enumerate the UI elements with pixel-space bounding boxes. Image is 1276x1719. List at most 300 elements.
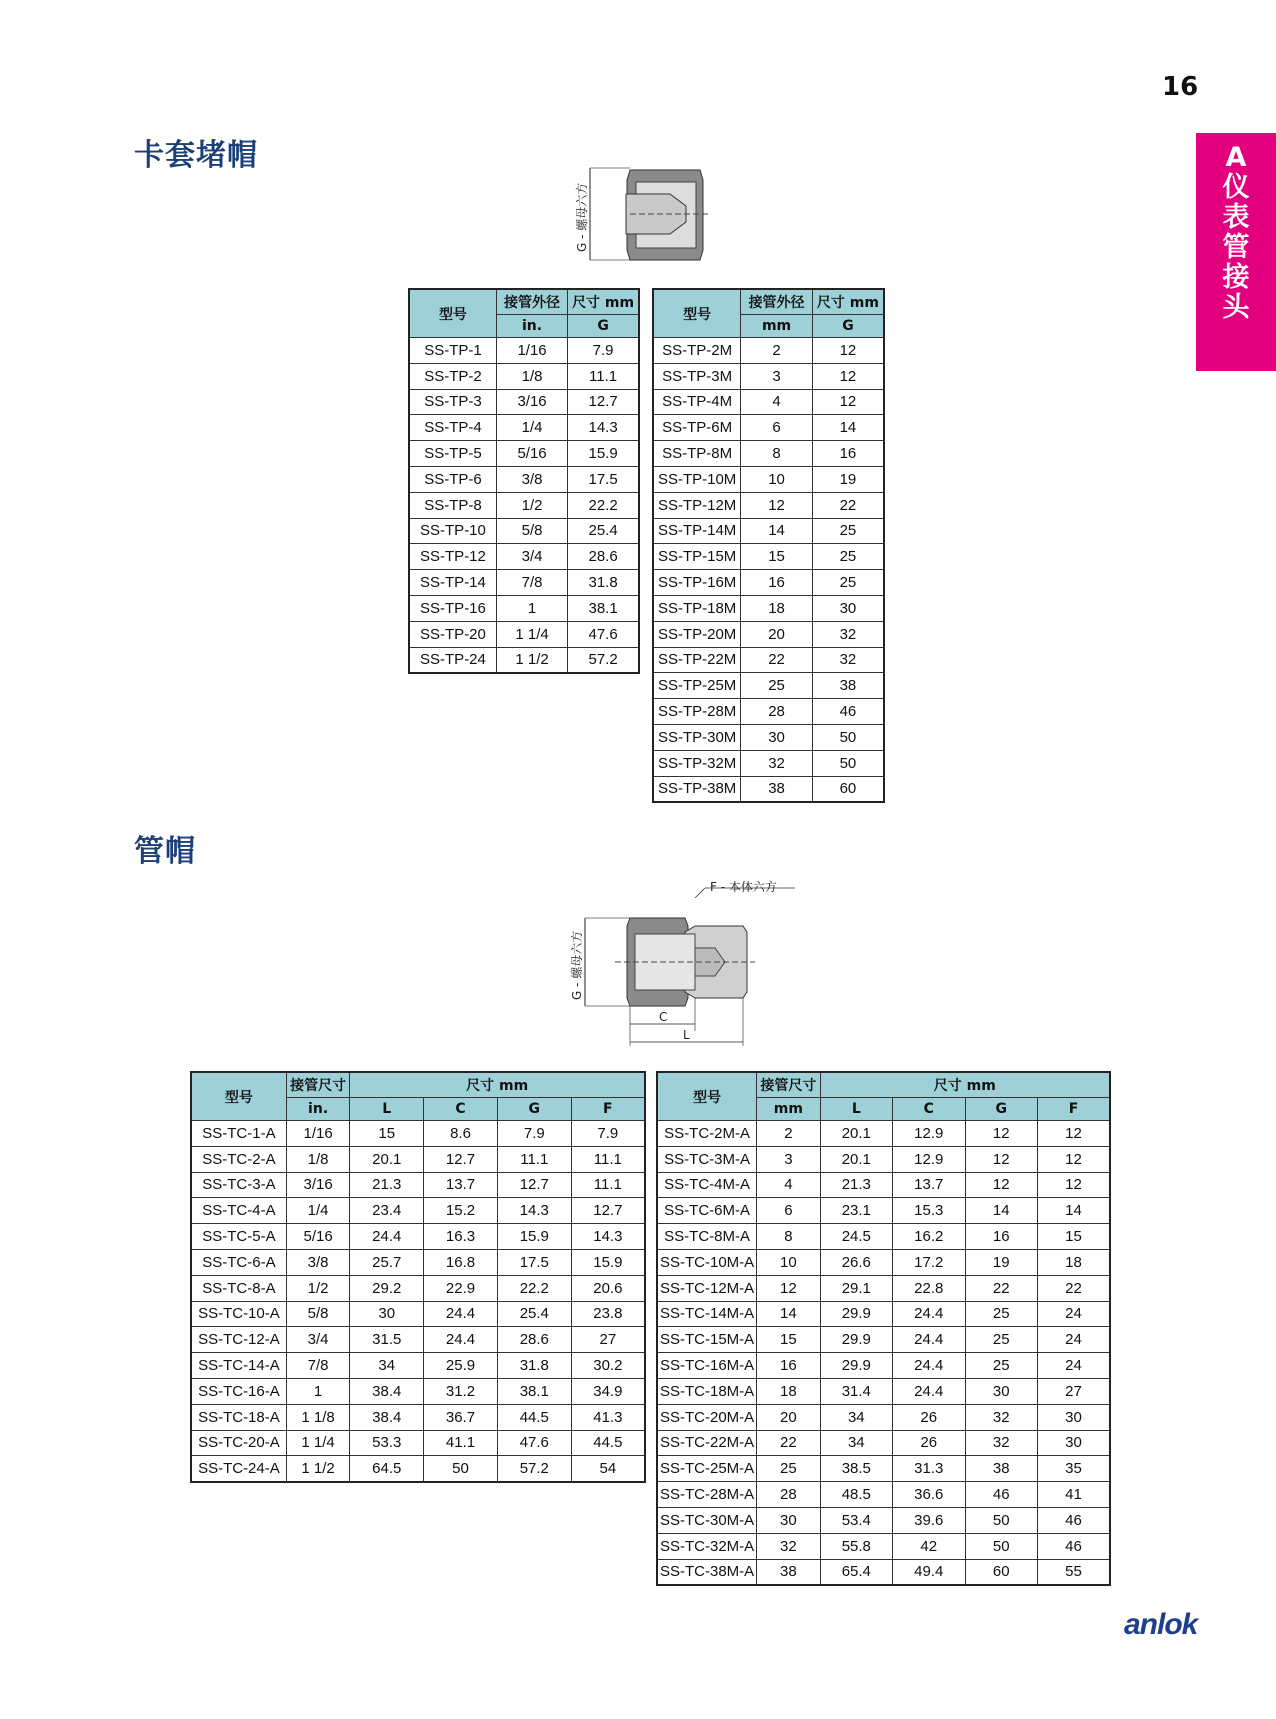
model-cell: SS-TC-4M-A (657, 1172, 757, 1198)
model-cell: SS-TC-12-A (191, 1327, 286, 1353)
value-cell: 18 (1037, 1249, 1110, 1275)
value-cell: 50 (812, 750, 884, 776)
value-cell: 5/16 (286, 1224, 350, 1250)
value-cell: 46 (1037, 1507, 1110, 1533)
tube-plug-inch-table (408, 288, 640, 674)
model-cell: SS-TP-6 (409, 466, 496, 492)
table-row (191, 1327, 645, 1353)
table-row (653, 363, 884, 389)
value-cell: 1 1/8 (286, 1404, 350, 1430)
value-cell: 28 (741, 699, 813, 725)
table-row (653, 466, 884, 492)
value-cell: 31.2 (424, 1378, 498, 1404)
value-cell: 1 1/4 (496, 621, 567, 647)
value-cell: 14 (757, 1301, 820, 1327)
model-cell: SS-TC-1-A (191, 1121, 286, 1147)
table-row (657, 1507, 1110, 1533)
value-cell: 49.4 (893, 1559, 965, 1585)
value-cell: 22.2 (568, 492, 639, 518)
value-cell: 42 (893, 1533, 965, 1559)
value-cell: 15 (350, 1121, 424, 1147)
side-tab-char: 接 (1222, 262, 1250, 293)
value-cell: 3/8 (496, 466, 567, 492)
model-cell: SS-TP-3M (653, 363, 741, 389)
model-cell: SS-TP-15M (653, 544, 741, 570)
value-cell: 1 1/2 (286, 1456, 350, 1482)
table-row (409, 595, 639, 621)
value-cell: 17.2 (893, 1249, 965, 1275)
value-cell: 31.4 (820, 1378, 892, 1404)
value-cell: 4 (741, 389, 813, 415)
model-cell: SS-TC-10M-A (657, 1249, 757, 1275)
header-model: 型号 (657, 1072, 757, 1121)
table-row (409, 389, 639, 415)
table-row (191, 1301, 645, 1327)
model-cell: SS-TC-2M-A (657, 1121, 757, 1147)
model-cell: SS-TC-5-A (191, 1224, 286, 1250)
value-cell: 16.3 (424, 1224, 498, 1250)
table-row (191, 1353, 645, 1379)
table-row (409, 441, 639, 467)
table-row (653, 570, 884, 596)
value-cell: 28.6 (497, 1327, 571, 1353)
value-cell: 12 (812, 389, 884, 415)
table-row (191, 1378, 645, 1404)
value-cell: 22 (741, 647, 813, 673)
value-cell: 20 (757, 1404, 820, 1430)
value-cell: 25 (741, 673, 813, 699)
value-cell: 12 (1037, 1121, 1110, 1147)
value-cell: 44.5 (571, 1430, 645, 1456)
value-cell: 11.1 (568, 363, 639, 389)
model-cell: SS-TC-38M-A (657, 1559, 757, 1585)
model-cell: SS-TC-6M-A (657, 1198, 757, 1224)
value-cell: 11.1 (571, 1172, 645, 1198)
value-cell: 3 (757, 1146, 820, 1172)
value-cell: 1/4 (496, 415, 567, 441)
value-cell: 30 (812, 595, 884, 621)
value-cell: 12.9 (893, 1121, 965, 1147)
header-od: 接管外径 (496, 289, 567, 315)
value-cell: 14 (741, 518, 813, 544)
model-cell: SS-TP-30M (653, 724, 741, 750)
value-cell: 16.2 (893, 1224, 965, 1250)
model-cell: SS-TP-1 (409, 338, 496, 364)
table-row (657, 1301, 1110, 1327)
value-cell: 8 (757, 1224, 820, 1250)
value-cell: 55.8 (820, 1533, 892, 1559)
table-row (653, 673, 884, 699)
value-cell: 11.1 (571, 1146, 645, 1172)
value-cell: 38 (741, 776, 813, 802)
table-row (653, 776, 884, 802)
header-f: F (571, 1098, 645, 1121)
value-cell: 12.9 (893, 1146, 965, 1172)
model-cell: SS-TC-8-A (191, 1275, 286, 1301)
model-cell: SS-TC-16-A (191, 1378, 286, 1404)
model-cell: SS-TC-30M-A (657, 1507, 757, 1533)
value-cell: 11.1 (497, 1146, 571, 1172)
value-cell: 1 (496, 595, 567, 621)
value-cell: 15 (757, 1327, 820, 1353)
header-od-unit: mm (741, 315, 813, 338)
table-row (653, 415, 884, 441)
table-row (191, 1456, 645, 1482)
value-cell: 12 (741, 492, 813, 518)
value-cell: 19 (812, 466, 884, 492)
side-tab-letter: A (1225, 142, 1247, 173)
model-cell: SS-TC-25M-A (657, 1456, 757, 1482)
table-row (409, 570, 639, 596)
value-cell: 32 (965, 1404, 1037, 1430)
value-cell: 15.9 (568, 441, 639, 467)
value-cell: 10 (757, 1249, 820, 1275)
value-cell: 15.2 (424, 1198, 498, 1224)
value-cell: 29.9 (820, 1353, 892, 1379)
model-cell: SS-TP-2 (409, 363, 496, 389)
table-row (657, 1198, 1110, 1224)
value-cell: 26 (893, 1404, 965, 1430)
value-cell: 32 (812, 621, 884, 647)
value-cell: 8 (741, 441, 813, 467)
header-g: G (568, 315, 639, 338)
table-row (409, 338, 639, 364)
model-cell: SS-TC-20-A (191, 1430, 286, 1456)
value-cell: 20.1 (350, 1146, 424, 1172)
header-size-col: 接管尺寸 (757, 1072, 820, 1098)
value-cell: 2 (757, 1121, 820, 1147)
value-cell: 19 (965, 1249, 1037, 1275)
value-cell: 30 (350, 1301, 424, 1327)
model-cell: SS-TC-15M-A (657, 1327, 757, 1353)
value-cell: 1 1/2 (496, 647, 567, 673)
value-cell: 30 (757, 1507, 820, 1533)
value-cell: 6 (757, 1198, 820, 1224)
value-cell: 1/16 (286, 1121, 350, 1147)
value-cell: 2 (741, 338, 813, 364)
value-cell: 15 (1037, 1224, 1110, 1250)
model-cell: SS-TC-2-A (191, 1146, 286, 1172)
value-cell: 29.9 (820, 1327, 892, 1353)
value-cell: 16.8 (424, 1249, 498, 1275)
value-cell: 22.8 (893, 1275, 965, 1301)
model-cell: SS-TC-14-A (191, 1353, 286, 1379)
model-cell: SS-TP-38M (653, 776, 741, 802)
value-cell: 34 (820, 1404, 892, 1430)
header-g: G (812, 315, 884, 338)
value-cell: 10 (741, 466, 813, 492)
value-cell: 30 (965, 1378, 1037, 1404)
model-cell: SS-TP-4M (653, 389, 741, 415)
table-row (657, 1404, 1110, 1430)
table-row (657, 1456, 1110, 1482)
table-row (409, 518, 639, 544)
value-cell: 12 (812, 338, 884, 364)
value-cell: 57.2 (568, 647, 639, 673)
value-cell: 1 1/4 (286, 1430, 350, 1456)
value-cell: 28 (757, 1482, 820, 1508)
header-size: 尺寸 mm (812, 289, 884, 315)
value-cell: 16 (965, 1224, 1037, 1250)
model-cell: SS-TP-32M (653, 750, 741, 776)
value-cell: 22.9 (424, 1275, 498, 1301)
header-model: 型号 (191, 1072, 286, 1121)
value-cell: 25.7 (350, 1249, 424, 1275)
value-cell: 41.1 (424, 1430, 498, 1456)
value-cell: 46 (965, 1482, 1037, 1508)
anlok-logo: anlok (1124, 1608, 1198, 1641)
table-row (657, 1172, 1110, 1198)
tube-cap-metric-table (656, 1071, 1111, 1586)
value-cell: 48.5 (820, 1482, 892, 1508)
value-cell: 14.3 (568, 415, 639, 441)
value-cell: 7/8 (496, 570, 567, 596)
value-cell: 5/8 (286, 1301, 350, 1327)
value-cell: 38.1 (497, 1378, 571, 1404)
table-row (653, 750, 884, 776)
value-cell: 25 (965, 1353, 1037, 1379)
value-cell: 16 (812, 441, 884, 467)
value-cell: 31.8 (568, 570, 639, 596)
value-cell: 27 (1037, 1378, 1110, 1404)
value-cell: 23.4 (350, 1198, 424, 1224)
value-cell: 34 (350, 1353, 424, 1379)
tube-plug-metric-table (652, 288, 885, 803)
model-cell: SS-TP-24 (409, 647, 496, 673)
value-cell: 28.6 (568, 544, 639, 570)
table-row (657, 1353, 1110, 1379)
model-cell: SS-TC-10-A (191, 1301, 286, 1327)
model-cell: SS-TC-24-A (191, 1456, 286, 1482)
side-tab-char: 仪 (1222, 172, 1250, 203)
value-cell: 22 (965, 1275, 1037, 1301)
header-size-col: 接管尺寸 (286, 1072, 350, 1098)
value-cell: 38.4 (350, 1404, 424, 1430)
table-row (653, 389, 884, 415)
value-cell: 22.2 (497, 1275, 571, 1301)
value-cell: 12 (812, 363, 884, 389)
header-c: C (424, 1098, 498, 1121)
value-cell: 3/16 (496, 389, 567, 415)
table-row (409, 544, 639, 570)
header-g: G (965, 1098, 1037, 1121)
value-cell: 30.2 (571, 1353, 645, 1379)
header-size-unit: mm (757, 1098, 820, 1121)
value-cell: 24.4 (424, 1327, 498, 1353)
value-cell: 24.5 (820, 1224, 892, 1250)
table-row (191, 1249, 645, 1275)
value-cell: 3/8 (286, 1249, 350, 1275)
value-cell: 22 (812, 492, 884, 518)
value-cell: 1 (286, 1378, 350, 1404)
value-cell: 38.4 (350, 1378, 424, 1404)
tube-cap-inch-table (190, 1071, 646, 1483)
model-cell: SS-TP-28M (653, 699, 741, 725)
value-cell: 14 (965, 1198, 1037, 1224)
value-cell: 12 (1037, 1172, 1110, 1198)
table-row (653, 518, 884, 544)
value-cell: 15.9 (571, 1249, 645, 1275)
model-cell: SS-TP-8M (653, 441, 741, 467)
leader-line (695, 888, 705, 898)
value-cell: 15.3 (893, 1198, 965, 1224)
header-size-unit: in. (286, 1098, 350, 1121)
value-cell: 21.3 (820, 1172, 892, 1198)
value-cell: 38.5 (820, 1456, 892, 1482)
value-cell: 24.4 (350, 1224, 424, 1250)
g-nut-hex-label: G - 螺母六方 (575, 182, 589, 252)
value-cell: 1/2 (496, 492, 567, 518)
value-cell: 24.4 (893, 1378, 965, 1404)
value-cell: 38 (812, 673, 884, 699)
value-cell: 47.6 (497, 1430, 571, 1456)
value-cell: 18 (741, 595, 813, 621)
value-cell: 12 (965, 1146, 1037, 1172)
c-label: C (659, 1010, 668, 1024)
table-row (409, 621, 639, 647)
value-cell: 16 (757, 1353, 820, 1379)
side-tab-char: 表 (1222, 202, 1250, 233)
value-cell: 12 (1037, 1146, 1110, 1172)
table-row (657, 1275, 1110, 1301)
value-cell: 20.6 (571, 1275, 645, 1301)
value-cell: 24 (1037, 1301, 1110, 1327)
model-cell: SS-TP-6M (653, 415, 741, 441)
header-l: L (820, 1098, 892, 1121)
table-row (409, 492, 639, 518)
value-cell: 24 (1037, 1327, 1110, 1353)
value-cell: 25.4 (497, 1301, 571, 1327)
model-cell: SS-TC-28M-A (657, 1482, 757, 1508)
value-cell: 41 (1037, 1482, 1110, 1508)
value-cell: 24.4 (424, 1301, 498, 1327)
value-cell: 32 (812, 647, 884, 673)
value-cell: 5/8 (496, 518, 567, 544)
model-cell: SS-TP-10 (409, 518, 496, 544)
tube-plug-drawing (570, 160, 720, 270)
value-cell: 26 (893, 1430, 965, 1456)
section-title-tube-plug: 卡套堵帽 (134, 138, 258, 173)
header-od: 接管外径 (741, 289, 813, 315)
model-cell: SS-TP-25M (653, 673, 741, 699)
value-cell: 1/16 (496, 338, 567, 364)
value-cell: 60 (965, 1559, 1037, 1585)
value-cell: 23.1 (820, 1198, 892, 1224)
value-cell: 6 (741, 415, 813, 441)
value-cell: 36.6 (893, 1482, 965, 1508)
header-od-unit: in. (496, 315, 567, 338)
section-side-tab (1196, 133, 1276, 371)
value-cell: 60 (812, 776, 884, 802)
value-cell: 25 (757, 1456, 820, 1482)
value-cell: 32 (757, 1533, 820, 1559)
value-cell: 30 (1037, 1404, 1110, 1430)
value-cell: 31.8 (497, 1353, 571, 1379)
value-cell: 32 (965, 1430, 1037, 1456)
value-cell: 46 (1037, 1533, 1110, 1559)
f-body-hex-label: F - 本体六方 (710, 880, 777, 894)
model-cell: SS-TP-5 (409, 441, 496, 467)
value-cell: 3/4 (496, 544, 567, 570)
value-cell: 14 (1037, 1198, 1110, 1224)
side-tab-char: 头 (1222, 292, 1250, 323)
table-row (409, 466, 639, 492)
value-cell: 26.6 (820, 1249, 892, 1275)
model-cell: SS-TC-22M-A (657, 1430, 757, 1456)
value-cell: 3/4 (286, 1327, 350, 1353)
table-row (657, 1249, 1110, 1275)
value-cell: 12 (965, 1172, 1037, 1198)
table-row (657, 1482, 1110, 1508)
table-row (653, 492, 884, 518)
table-row (191, 1404, 645, 1430)
table-row (653, 544, 884, 570)
model-cell: SS-TC-18-A (191, 1404, 286, 1430)
value-cell: 25 (812, 570, 884, 596)
table-row (409, 363, 639, 389)
value-cell: 3 (741, 363, 813, 389)
value-cell: 25 (812, 518, 884, 544)
value-cell: 39.6 (893, 1507, 965, 1533)
value-cell: 15.9 (497, 1224, 571, 1250)
table-row (409, 647, 639, 673)
table-row (191, 1275, 645, 1301)
value-cell: 50 (424, 1456, 498, 1482)
model-cell: SS-TP-20 (409, 621, 496, 647)
side-tab-char: 管 (1222, 232, 1250, 263)
value-cell: 1/8 (286, 1146, 350, 1172)
header-l: L (350, 1098, 424, 1121)
value-cell: 23.8 (571, 1301, 645, 1327)
value-cell: 27 (571, 1327, 645, 1353)
table-row (653, 647, 884, 673)
model-cell: SS-TP-12M (653, 492, 741, 518)
table-row (657, 1327, 1110, 1353)
value-cell: 12.7 (568, 389, 639, 415)
model-cell: SS-TC-16M-A (657, 1353, 757, 1379)
value-cell: 13.7 (424, 1172, 498, 1198)
model-cell: SS-TC-18M-A (657, 1378, 757, 1404)
value-cell: 24.4 (893, 1327, 965, 1353)
model-cell: SS-TP-10M (653, 466, 741, 492)
value-cell: 12.7 (424, 1146, 498, 1172)
value-cell: 38 (757, 1559, 820, 1585)
value-cell: 4 (757, 1172, 820, 1198)
value-cell: 1/2 (286, 1275, 350, 1301)
model-cell: SS-TC-3-A (191, 1172, 286, 1198)
model-cell: SS-TP-16 (409, 595, 496, 621)
model-cell: SS-TC-32M-A (657, 1533, 757, 1559)
value-cell: 20.1 (820, 1146, 892, 1172)
value-cell: 22 (757, 1430, 820, 1456)
header-size: 尺寸 mm (568, 289, 639, 315)
header-c: C (893, 1098, 965, 1121)
header-dims: 尺寸 mm (350, 1072, 645, 1098)
value-cell: 31.5 (350, 1327, 424, 1353)
header-model: 型号 (409, 289, 496, 338)
value-cell: 64.5 (350, 1456, 424, 1482)
value-cell: 17.5 (568, 466, 639, 492)
value-cell: 14 (812, 415, 884, 441)
model-cell: SS-TP-16M (653, 570, 741, 596)
table-row (657, 1224, 1110, 1250)
value-cell: 25.9 (424, 1353, 498, 1379)
page-number: 16 (1162, 72, 1199, 102)
table-row (653, 441, 884, 467)
value-cell: 65.4 (820, 1559, 892, 1585)
table-row (191, 1224, 645, 1250)
section-title-tube-cap: 管帽 (134, 834, 196, 869)
